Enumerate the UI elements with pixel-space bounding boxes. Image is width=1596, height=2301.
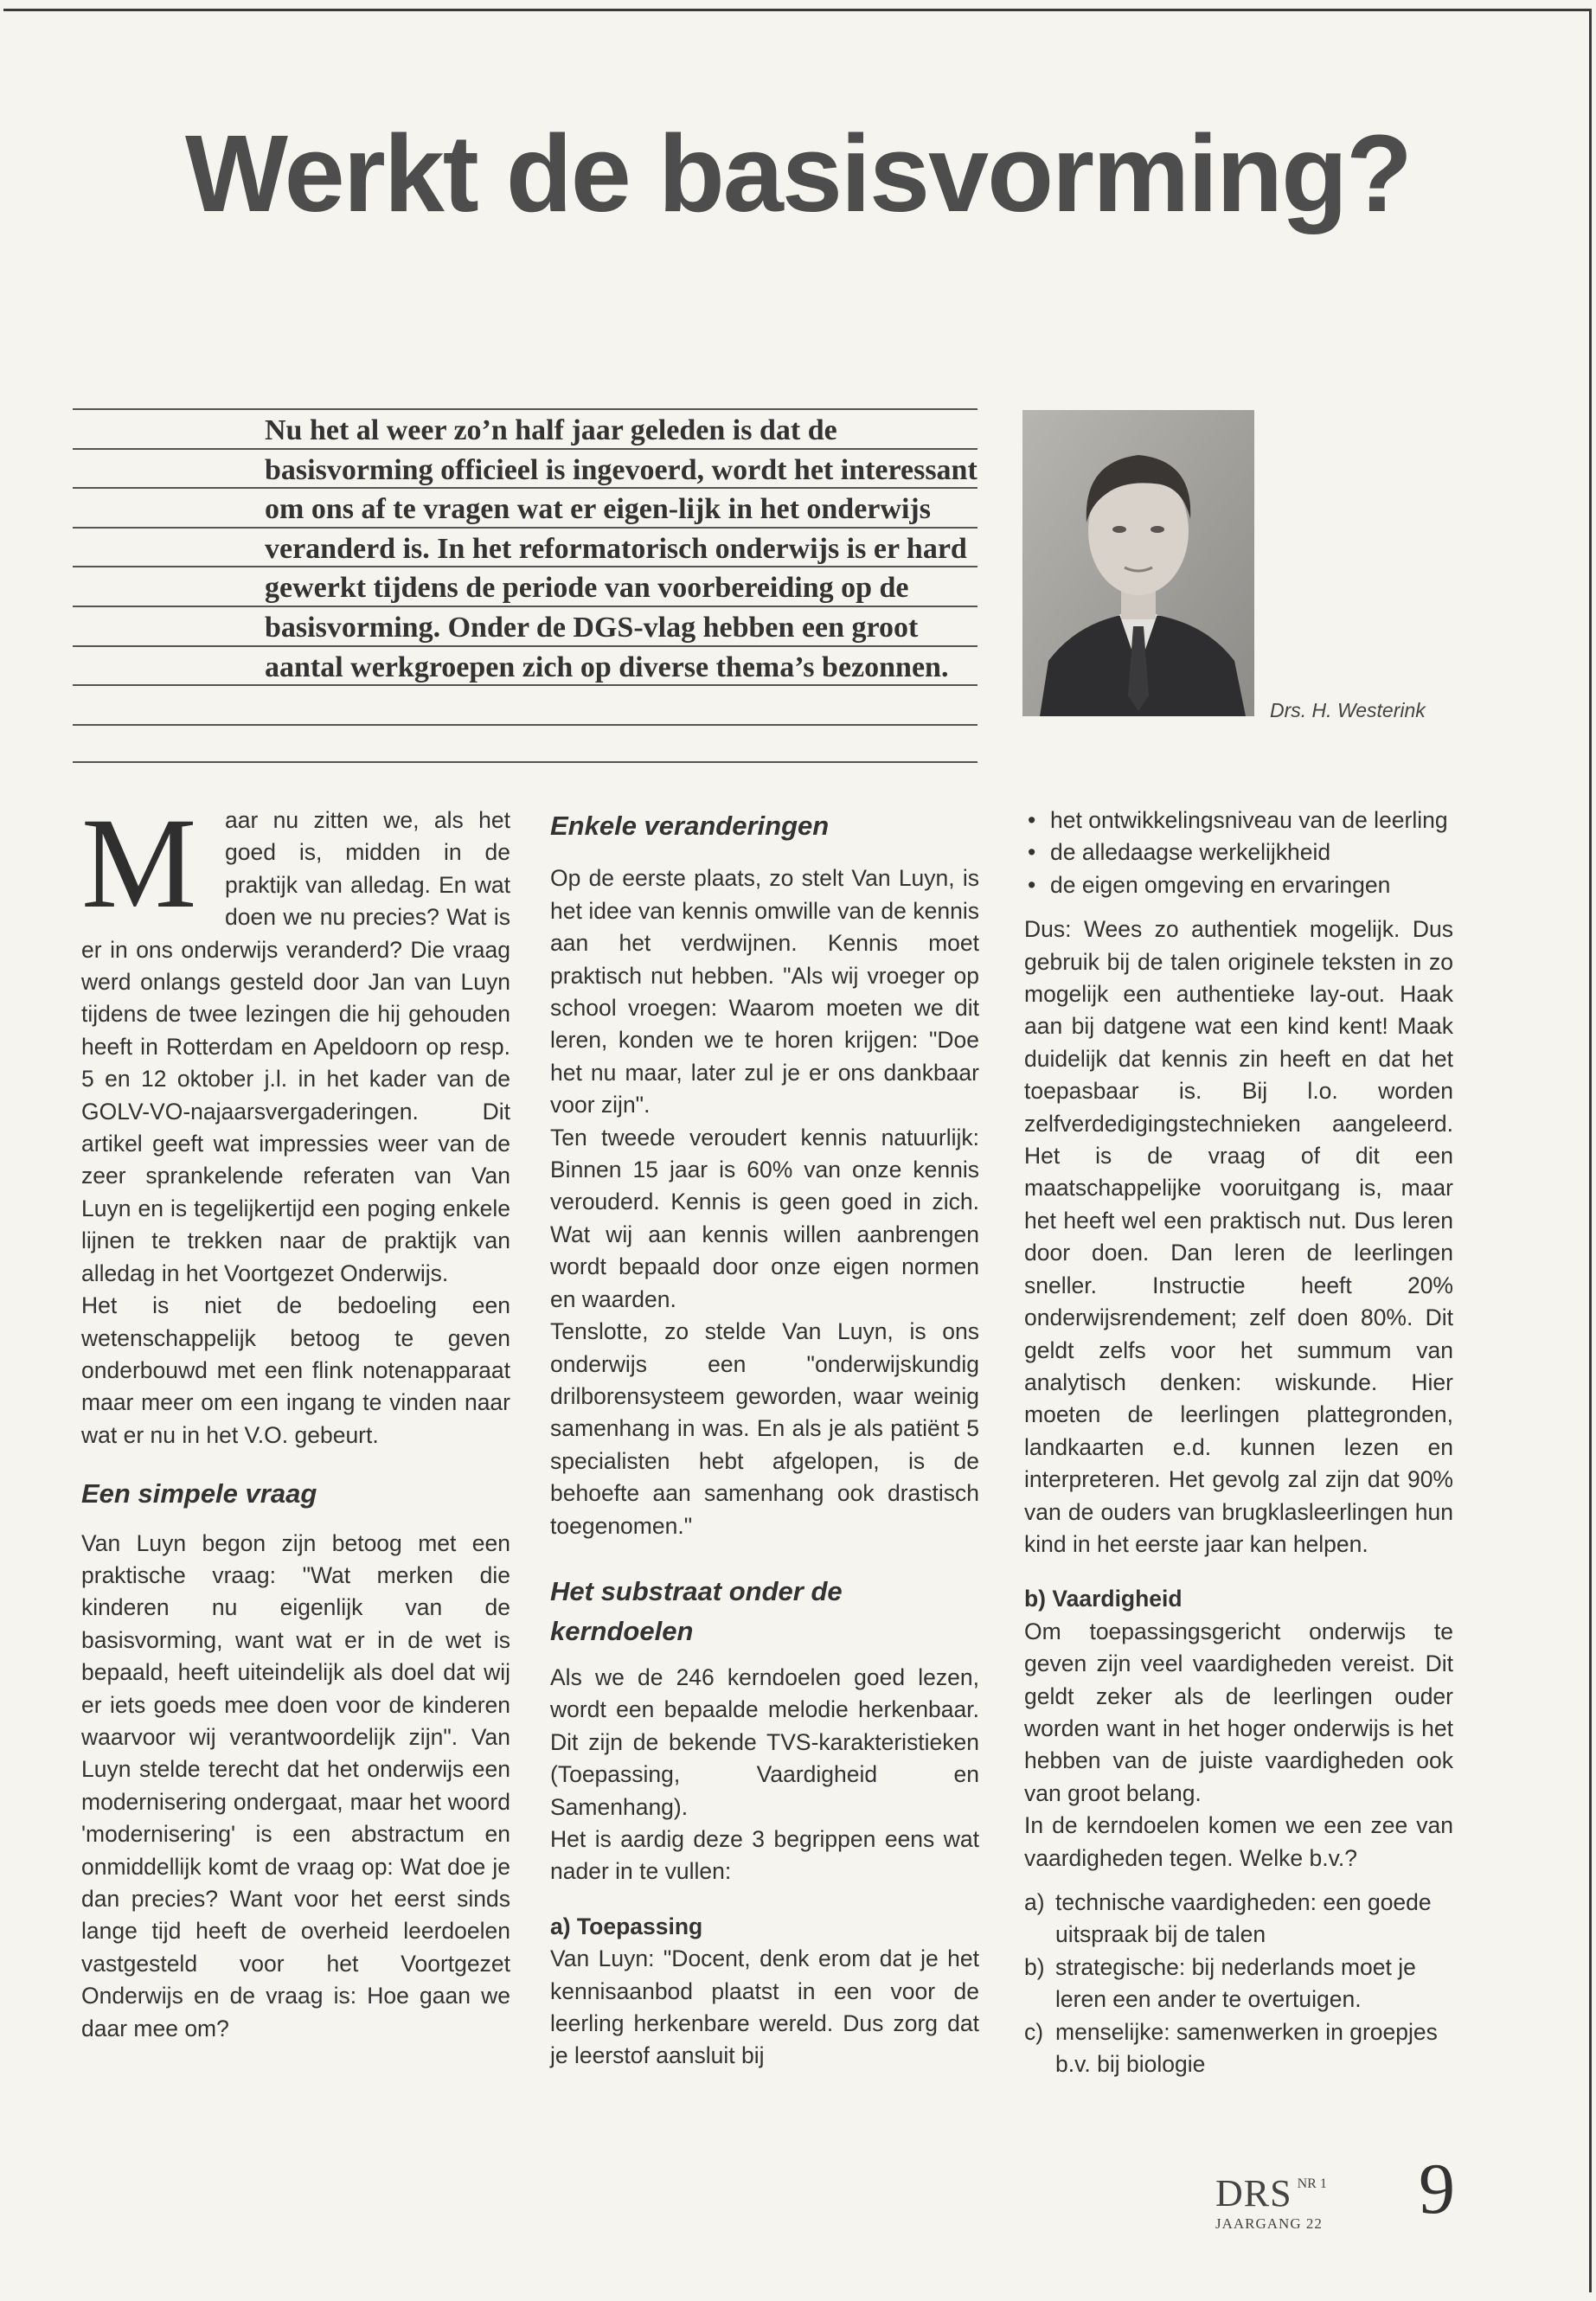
enum-text: menselijke: samenwerken in groepjes b.v. bij biologie	[1055, 2018, 1438, 2078]
paragraph: Ten tweede veroudert kennis natuurlijk: Binnen 15 jaar is 60% van onze kennis verouderd. Kennis is geen goed in zich. Wat wij aan kennis willen aanbrengen wordt bepaald door onze eigen normen en waarden.	[550, 1124, 979, 1312]
magazine-footer	[1215, 2171, 1327, 2233]
paragraph: Als we de 246 kerndoelen goed lezen, wordt een bepaalde melodie herkenbaar. Dit zijn de bekende TVS-karakteristieken (Toepassing, Vaardigheid en Samenhang).	[550, 1663, 979, 1820]
drop-cap: M	[81, 792, 197, 935]
section-heading: Een simpele vraag	[81, 1478, 317, 1509]
subheading: a) Toepassing	[550, 1913, 703, 1939]
section-heading: Enkele veranderingen	[550, 811, 830, 841]
intro-text: Nu het al weer zo’n half jaar geleden is dat de basisvorming officieel is ingevoerd, wordt het interessant om ons af te vragen wat er eigen-lijk in het onderwijs veranderd is. In het reformatorisch onderwijs is er hard gewerkt tijdens de periode van voorbereiding op de basisvorming. Onder de DGS-vlag hebben een groot aantal werkgroepen zich op diverse thema’s bezonnen.	[265, 414, 977, 683]
paragraph: Het is aardig deze 3 begrippen eens wat nader in te vullen:	[550, 1825, 979, 1885]
column-3	[1024, 804, 1453, 2080]
enum-text: technische vaardigheden: een goede uitspraak bij de talen	[1055, 1889, 1432, 1948]
enum-text: strategische: bij nederlands moet je leren een ander te overtuigen.	[1055, 1953, 1416, 2013]
enum-label: b)	[1024, 1953, 1045, 1980]
author-photo	[1022, 410, 1254, 716]
issue-number: NR 1	[1297, 2176, 1327, 2191]
bullet-item: • de alledaagse werkelijkheid	[1024, 836, 1453, 868]
paragraph: Om toepassingsgericht onderwijs te geven zijn veel vaardigheden vereist. Dit geldt zeker als de leerlingen ouder worden want in het hoger onderwijs is het hebben van de juiste vaardigheden ook van groot belang.	[1024, 1618, 1453, 1806]
bullet-item: • de eigen omgeving en ervaringen	[1024, 869, 1453, 901]
photo-caption: Drs. H. Westerink	[1270, 699, 1426, 721]
column-2	[550, 804, 979, 2073]
subheading: b) Vaardigheid	[1024, 1586, 1183, 1612]
paragraph: Van Luyn: "Docent, denk erom dat je het kennisaanbod plaatst in een voor de leerling herkenbare wereld. Dus zorg dat je leerstof aansluit bij	[550, 1945, 979, 2069]
enum-label: c)	[1024, 2018, 1044, 2045]
volume: JAARGANG 22	[1215, 2215, 1323, 2232]
paragraph: Op de eerste plaats, zo stelt Van Luyn, is het idee van kennis omwille van de kennis aan het verdwijnen. Kennis moet praktisch nut hebben. "Als wij vroeger op school vroegen: Waarom moeten we dit leren, konden we te horen krijgen: "Doe het nu maar, later zul je er ons dankbaar voor zijn".	[550, 865, 979, 1118]
paragraph: Tenslotte, zo stelde Van Luyn, is ons onderwijs een "onderwijskundig drilborensysteem geworden, waar weinig samenhang in was. En als je als patiënt 5 specialisten hebt afgelopen, is de behoefte aan samenhang ook drastisch toegenomen."	[550, 1318, 979, 1539]
section-heading: Het substraat onder de kerndoelen	[550, 1575, 843, 1646]
enum-item	[1024, 1952, 1453, 2016]
bullet-item: • het ontwikkelingsniveau van de leerling	[1024, 804, 1453, 836]
paragraph: Van Luyn begon zijn betoog met een praktische vraag: "Wat merken die kinderen nu eigenlijk van de basisvorming, want wat er in de wet is bepaald, heeft uiteindelijk als doel dat wij er iets goeds mee doen voor de kinderen waarvoor wij verantwoordelijk zijn". Van Luyn stelde terecht dat het onderwijs een modernisering ondergaat, maar het woord 'modernisering' is een abstractum en onmiddellijk komt de vraag op: Wat doe je dan precies? Want voor het eerst sinds lange tijd heeft de overheid leerdoelen vastgesteld voor het Voortgezet Onderwijs en de vraag is: Hoe gaan we daar mee om?	[81, 1529, 510, 2041]
enum-item	[1024, 2016, 1453, 2081]
intro-block	[73, 408, 977, 763]
paragraph: Het is niet de bedoeling een wetenschappelijk betoog te geven onderbouwd met een flink notenapparaat maar meer om een ingang te vinden naar wat er nu in het V.O. gebeurt.	[81, 1292, 510, 1448]
page-number: 9	[1419, 2149, 1455, 2229]
paragraph: Dus: Wees zo authentiek mogelijk. Dus gebruik bij de talen originele teksten in zo mogelijk een authentieke lay-out. Haak aan bij datgene wat een kind kent! Maak duidelijk dat kennis zin heeft en dat het toepasbaar is. Bij l.o. worden zelfverdedigingstechnieken aangeleerd. Het is de vraag of dit een maatschappelijke vooruitgang is, maar het heeft wel een praktisch nut. Dus leren door doen. Dan leren de leerlingen sneller. Instructie heeft 20% onderwijsrendement; zelf doen 80%. Dit geldt zelfs voor het summum van analytisch denken: wiskunde. Hier moeten de leerlingen plattegronden, landkaarten e.d. kunnen lezen en interpreteren. Het gevolg zal zijn dat 90% van de ouders van brugklasleerlingen hun kind in het eerste jaar kan helpen.	[1024, 916, 1453, 1557]
column-1	[81, 792, 510, 2045]
paragraph: aar nu zitten we, als het goed is, midden in de praktijk van alledag. En wat doen we nu precies? Wat is er in ons onderwijs veranderd? Die vraag werd onlangs gesteld door Jan van Luyn tijdens de twee lezingen die hij gehouden heeft in Rotterdam en Apeldoorn op resp. 5 en 12 oktober j.l. in het kader van de GOLV-VO-najaarsvergaderingen. Dit artikel geeft wat impressies weer van de zeer sprankelende referaten van Van Luyn en is tegelijkertijd een poging enkele lijnen te trekken naar de praktijk van alledag in het Voortgezet Onderwijs.	[81, 807, 510, 1286]
enum-item	[1024, 1887, 1453, 1952]
paragraph: In de kerndoelen komen we een zee van vaardigheden tegen. Welke b.v.?	[1024, 1812, 1453, 1871]
article-title: Werkt de basisvorming?	[184, 112, 1412, 234]
magazine-name: DRS	[1215, 2172, 1292, 2214]
enum-label: a)	[1024, 1889, 1045, 1915]
